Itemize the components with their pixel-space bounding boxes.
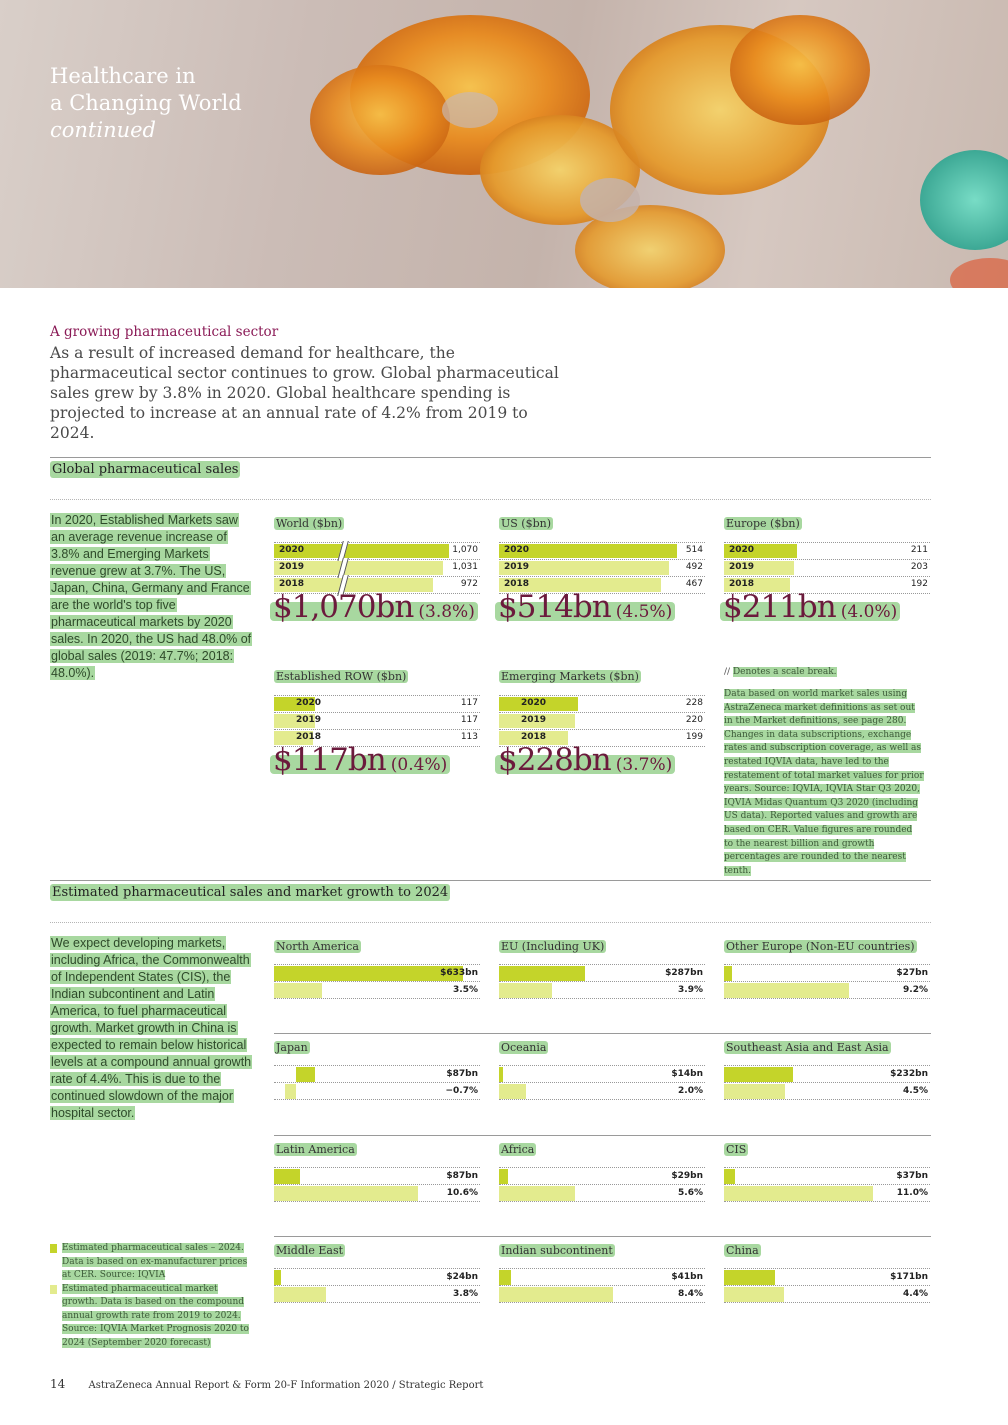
- title-continued: continued: [50, 118, 157, 142]
- panel-title: Established ROW ($bn): [276, 670, 407, 683]
- panel-title: World ($bn): [276, 517, 343, 530]
- growth-value: 2.0%: [678, 1086, 703, 1096]
- bar-year: 2020: [279, 545, 305, 555]
- growth-value: 9.2%: [903, 985, 928, 995]
- sales-value: $27bn: [896, 968, 928, 978]
- headline-figure: [495, 742, 675, 778]
- bar-row: [724, 543, 930, 560]
- sales-panel: [723, 512, 930, 625]
- bar-year: 2019: [521, 715, 547, 725]
- description-text: We expect developing markets, including Africa, the Commonwealth of Independent States (CIS), the Indian subcontinent and Latin America, to fuel pharmaceutical growth. Market growth in China is expected to remain below historical levels at a compound annual growth rate of 4.4%. This is due to the continued slowdown of the major hospital sector.: [51, 936, 252, 1120]
- scale-break-icon: //: [724, 667, 731, 677]
- page-number: 14: [50, 1377, 66, 1391]
- bar-value: 113: [460, 732, 478, 742]
- headline-figure: [270, 742, 450, 778]
- sales-panel: [498, 665, 705, 778]
- sales-value: $29bn: [671, 1171, 703, 1181]
- section-title-market-growth: Estimated pharmaceutical sales and market growth to 2024: [52, 885, 449, 900]
- sales-bar: [724, 1067, 793, 1082]
- bar-value: 203: [910, 562, 928, 572]
- bar-row: [274, 543, 480, 560]
- sales-row: [274, 965, 480, 982]
- bar-rows: [499, 695, 705, 747]
- legend-text: Estimated pharmaceutical sales – 2024. Data is based on ex-manufacturer prices at CER. Source: IQVIA: [62, 1243, 248, 1280]
- region-panel: [274, 1239, 480, 1303]
- divider: [50, 457, 931, 458]
- chart-legend: [50, 1242, 255, 1350]
- bar-year: 2020: [729, 545, 755, 555]
- region-name: EU (Including UK): [501, 940, 605, 953]
- sales-bar: [499, 1169, 508, 1184]
- sales-panel: [273, 512, 480, 625]
- bar-value: 228: [685, 698, 703, 708]
- growth-bar: [274, 1287, 326, 1302]
- global-sales-description: [50, 512, 255, 682]
- region-name: Japan: [276, 1041, 308, 1054]
- bar-value: 199: [685, 732, 703, 742]
- bar-rows: [274, 695, 480, 747]
- bar-year: 2018: [279, 579, 305, 589]
- footer-text: AstraZeneca Annual Report & Form 20-F Information 2020 / Strategic Report: [88, 1380, 484, 1391]
- growth-value: −0.7%: [445, 1086, 478, 1096]
- region-bars: [274, 1268, 480, 1303]
- region-panel: [724, 1036, 930, 1100]
- bar-value: 192: [910, 579, 928, 589]
- market-growth-description: [50, 935, 258, 1122]
- legend-swatch-dark: [50, 1244, 57, 1253]
- headline-amount: $514bn: [498, 589, 611, 625]
- region-name: Latin America: [276, 1143, 355, 1156]
- growth-bar: [499, 1287, 613, 1302]
- sales-row: [274, 1269, 480, 1286]
- region-name: Middle East: [276, 1244, 344, 1257]
- growth-value: 5.6%: [678, 1188, 703, 1198]
- region-panel: [274, 935, 480, 999]
- growth-row: [724, 1185, 930, 1202]
- sales-value: $24bn: [446, 1272, 478, 1282]
- headline-figure: [270, 589, 478, 625]
- scale-break-legend: [724, 666, 924, 680]
- bar-year: 2019: [296, 715, 322, 725]
- region-panel: [274, 1036, 480, 1100]
- divider: [274, 1135, 931, 1136]
- growth-row: [499, 982, 705, 999]
- sales-bar: [274, 1270, 281, 1285]
- headline-amount: $1,070bn: [273, 589, 414, 625]
- headline-amount: $117bn: [273, 742, 386, 778]
- sales-bar: [499, 1067, 503, 1082]
- intro-body: As a result of increased demand for healthcare, the pharmaceutical sector continues to grow. Global pharmaceutical sales grew by 3.8% in 2020. Global healthcare spending is projected to increase at an annual rate of 4.2% from 2019 to 2024.: [50, 344, 559, 442]
- region-panel: [724, 1239, 930, 1303]
- region-bars: [499, 964, 705, 999]
- growth-value: 8.4%: [678, 1289, 703, 1299]
- bar-year: 2018: [729, 579, 755, 589]
- bar-value: 492: [685, 562, 703, 572]
- headline-growth: (3.7%): [615, 755, 673, 775]
- description-text: In 2020, Established Markets saw an average revenue increase of 3.8% and Emerging Markets revenue grew at 3.7%. The US, Japan, China, Germany and France are the world's top five pharmaceutical markets by 2020 sales. In 2020, the US had 48.0% of global sales (2019: 47.7%; 2018: 48.0%).: [51, 513, 252, 680]
- region-name: China: [726, 1244, 759, 1257]
- bar-row: [274, 696, 480, 713]
- region-panel: [724, 1138, 930, 1202]
- bar-year: 2020: [504, 545, 530, 555]
- panel-title: Europe ($bn): [726, 517, 800, 530]
- growth-bar: [724, 983, 849, 998]
- sales-bar: [499, 1270, 511, 1285]
- growth-row: [724, 1083, 930, 1100]
- growth-value: 3.9%: [678, 985, 703, 995]
- sales-row: [724, 965, 930, 982]
- growth-value: 3.5%: [453, 985, 478, 995]
- growth-row: [274, 982, 480, 999]
- bar-rows: [499, 542, 705, 594]
- divider: [274, 1033, 931, 1034]
- growth-value: 4.5%: [903, 1086, 928, 1096]
- region-bars: [724, 1065, 930, 1100]
- bar-value: 220: [685, 715, 703, 725]
- growth-value: 3.8%: [453, 1289, 478, 1299]
- headline-wrap: [270, 742, 450, 778]
- growth-row: [724, 1286, 930, 1303]
- growth-row: [724, 982, 930, 999]
- divider: [50, 880, 931, 881]
- sales-row: [499, 1269, 705, 1286]
- growth-bar: [724, 1084, 785, 1099]
- sales-panel: [498, 512, 705, 625]
- sales-bar: [724, 1169, 735, 1184]
- bar-year: 2018: [296, 732, 322, 742]
- sales-row: [499, 1168, 705, 1185]
- bar-value: 972: [460, 579, 478, 589]
- region-bars: [499, 1065, 705, 1100]
- growth-value: 10.6%: [446, 1188, 478, 1198]
- growth-bar: [274, 983, 322, 998]
- region-name: Oceania: [501, 1041, 547, 1054]
- sales-row: [274, 1066, 480, 1083]
- bar-year: 2020: [296, 698, 322, 708]
- legend-swatch-light: [50, 1285, 57, 1294]
- region-name: Southeast Asia and East Asia: [726, 1041, 889, 1054]
- sales-panel: [273, 665, 480, 778]
- bar-row: [499, 696, 705, 713]
- sales-value: $287bn: [665, 968, 703, 978]
- bar-year: 2020: [521, 698, 547, 708]
- divider: [50, 499, 931, 500]
- sales-row: [724, 1269, 930, 1286]
- sales-bar: [274, 1169, 300, 1184]
- bar-row: [499, 560, 705, 577]
- region-panel: [499, 1138, 705, 1202]
- region-bars: [274, 964, 480, 999]
- panel-title: Emerging Markets ($bn): [501, 670, 639, 683]
- region-bars: [724, 1167, 930, 1202]
- headline-growth: (4.0%): [840, 602, 898, 622]
- growth-row: [499, 1286, 705, 1303]
- sales-value: $37bn: [896, 1171, 928, 1181]
- sales-row: [724, 1066, 930, 1083]
- sales-row: [499, 1066, 705, 1083]
- sales-row: [499, 965, 705, 982]
- growth-bar: [274, 1186, 418, 1201]
- title-line: a Changing World: [50, 91, 242, 115]
- sales-bar: [499, 966, 585, 981]
- divider: [274, 1236, 931, 1237]
- bar-year: 2019: [504, 562, 530, 572]
- bar-rows: [274, 542, 480, 594]
- growth-row: [499, 1083, 705, 1100]
- antibody-illustration: [0, 0, 1008, 288]
- growth-bar: [724, 1186, 873, 1201]
- headline-amount: $211bn: [723, 589, 836, 625]
- bar-row: [274, 713, 480, 730]
- region-panel: [499, 935, 705, 999]
- sales-value: $87bn: [446, 1171, 478, 1181]
- sales-bar: [274, 966, 463, 981]
- growth-bar: [724, 1287, 784, 1302]
- bar-value: 117: [460, 698, 478, 708]
- title-line: Healthcare in: [50, 64, 196, 88]
- growth-row: [274, 1286, 480, 1303]
- legend-item-growth: [50, 1283, 255, 1351]
- headline-wrap: [720, 589, 900, 625]
- bar-value: 1,070: [452, 545, 478, 555]
- headline-growth: (0.4%): [390, 755, 448, 775]
- panel-title: US ($bn): [501, 517, 552, 530]
- sales-bar: [724, 1270, 775, 1285]
- bar-row: [724, 560, 930, 577]
- bar-value: 211: [910, 545, 928, 555]
- section-title-global-sales: Global pharmaceutical sales: [52, 462, 239, 477]
- region-name: Other Europe (Non-EU countries): [726, 940, 915, 953]
- sales-value: $232bn: [890, 1069, 928, 1079]
- growth-bar: [285, 1084, 297, 1099]
- growth-value: 11.0%: [896, 1188, 928, 1198]
- page-footer: [50, 1377, 483, 1391]
- headline-amount: $228bn: [498, 742, 611, 778]
- source-note: [724, 688, 924, 878]
- region-bars: [274, 1167, 480, 1202]
- hero-banner: [0, 0, 1008, 288]
- bar-year: 2019: [729, 562, 755, 572]
- bar-row: [499, 713, 705, 730]
- sales-row: [724, 1168, 930, 1185]
- headline-growth: (4.5%): [615, 602, 673, 622]
- bar-value: 467: [685, 579, 703, 589]
- region-name: Africa: [501, 1143, 535, 1156]
- growth-bar: [499, 1186, 575, 1201]
- bar-value: 1,031: [452, 562, 478, 572]
- sales-bar: [296, 1067, 315, 1082]
- headline-figure: [495, 589, 675, 625]
- bar-year: 2018: [521, 732, 547, 742]
- headline-wrap: [495, 589, 675, 625]
- growth-bar: [499, 1084, 526, 1099]
- legend-text: Estimated pharmaceutical market growth. Data is based on the compound annual growth rate from 2019 to 2024. Source: IQVIA Market Prognosis 2020 to 2024 (September 2020 forecast): [62, 1283, 249, 1348]
- region-name: CIS: [726, 1143, 747, 1156]
- bar-year: 2018: [504, 579, 530, 589]
- region-bars: [724, 964, 930, 999]
- region-name: Indian subcontinent: [501, 1244, 613, 1257]
- sales-value: $633bn: [440, 968, 478, 978]
- legend-item-sales: [50, 1242, 255, 1283]
- bar-year: 2019: [279, 562, 305, 572]
- region-panel: [499, 1036, 705, 1100]
- scale-break-text: Denotes a scale break.: [732, 667, 837, 677]
- region-bars: [724, 1268, 930, 1303]
- intro-heading: A growing pharmaceutical sector: [50, 324, 279, 340]
- bar-value: 514: [685, 545, 703, 555]
- sales-value: $171bn: [890, 1272, 928, 1282]
- divider: [50, 922, 931, 923]
- growth-row: [274, 1185, 480, 1202]
- region-bars: [499, 1167, 705, 1202]
- source-note-text: Data based on world market sales using AstraZeneca market definitions as set out in the Market definitions, see page 280. Changes in data subscriptions, exchange rates and subscription coverage, as well as restated IQVIA data, have led to the restatement of total market values for prior years. Source: IQVIA, IQVIA Star Q3 2020, IQVIA Midas Quantum Q3 2020 (including US data). Reported values and growth are based on CER. Value figures are rounded to the nearest billion and growth percentages are rounded to the nearest tenth.: [724, 689, 924, 876]
- bar-value: 117: [460, 715, 478, 725]
- page-title: [50, 63, 242, 144]
- growth-bar: [499, 983, 552, 998]
- sales-value: $14bn: [671, 1069, 703, 1079]
- bar-rows: [724, 542, 930, 594]
- region-panel: [499, 1239, 705, 1303]
- bar-row: [274, 560, 480, 577]
- growth-row: [274, 1083, 480, 1100]
- headline-figure: [720, 589, 900, 625]
- bar-row: [499, 543, 705, 560]
- region-panel: [274, 1138, 480, 1202]
- sales-value: $87bn: [446, 1069, 478, 1079]
- region-bars: [499, 1268, 705, 1303]
- headline-growth: (3.8%): [418, 602, 475, 622]
- headline-wrap: [270, 589, 478, 625]
- region-name: North America: [276, 940, 359, 953]
- region-panel: [724, 935, 930, 999]
- growth-row: [499, 1185, 705, 1202]
- region-bars: [274, 1065, 480, 1100]
- sales-row: [274, 1168, 480, 1185]
- sales-bar: [724, 966, 732, 981]
- sales-value: $41bn: [671, 1272, 703, 1282]
- headline-wrap: [495, 742, 675, 778]
- growth-value: 4.4%: [903, 1289, 928, 1299]
